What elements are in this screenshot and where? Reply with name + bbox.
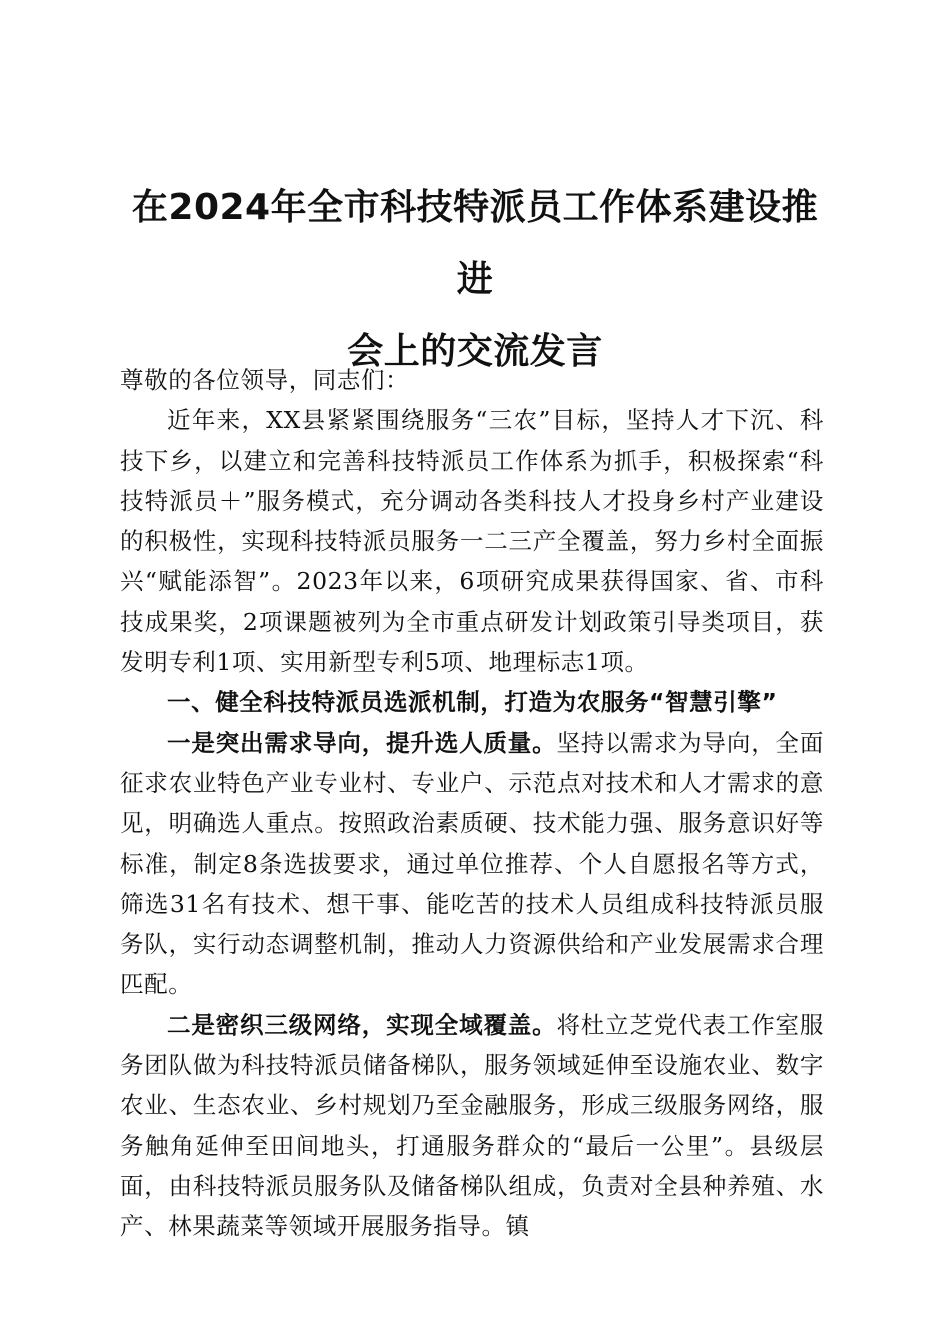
salutation: 尊敬的各位领导，同志们：	[120, 366, 410, 394]
paragraph-text: 坚持以需求为导向，全面征求农业特色产业专业村、专业户、示范点对技术和人才需求的意见，明确选人重点。按照政治素质硬、技术能力强、服务意识好等标准，制定8条选拔要求，通过单位推荐、个人自愿报名等方式，筛选31名有技术、想干事、能吃苦的技术人员组成科技特派员服务队，实行动态调整机制，推动人力资源供给和产业发展需求合理匹配。	[120, 728, 824, 999]
title-line-2: 会上的交流发言	[347, 331, 603, 372]
section-heading-1: 一、健全科技特派员选派机制，打造为农服务“智慧引擎”	[167, 688, 778, 717]
title-line-1: 在2024年全市科技特派员工作体系建设推进	[131, 187, 819, 300]
paragraph-text: 将杜立芝党代表工作室服务团队做为科技特派员储备梯队，服务领域延伸至设施农业、数字农业、生态农业、乡村规划乃至金融服务，形成三级服务网络，服务触角延伸至田间地头，打通服务群众的“最后一公里”。县级层面，由科技特派员服务队及储备梯队组成，负责对全县种养殖、水产、林果蔬菜等领域开展服务指导。镇	[120, 1010, 824, 1241]
intro-paragraph: 近年来，XX县紧紧围绕服务“三农”目标，坚持人才下沉、科技下乡，以建立和完善科技特派员工作体系为抓手，积极探索“科技特派员＋”服务模式，充分调动各类科技人才投身乡村产业建设的积极性，实现科技特派员服务一二三产全覆盖，努力乡村全面振兴“赋能添智”。2023年以来，6项研究成果获得国家、省、市科技成果奖，2项课题被列为全市重点研发计划政策引导类项目，获发明专利1项、实用新型专利5项、地理标志1项。	[120, 406, 824, 677]
document-body	[120, 360, 824, 1247]
document-title	[118, 172, 832, 388]
paragraph-lead: 二是密织三级网络，实现全域覆盖。	[167, 1010, 557, 1039]
paragraph-demand-orientation	[120, 723, 824, 1005]
paragraph-three-level-network	[120, 1005, 824, 1247]
paragraph-lead: 一是突出需求导向，提升选人质量。	[167, 728, 557, 757]
